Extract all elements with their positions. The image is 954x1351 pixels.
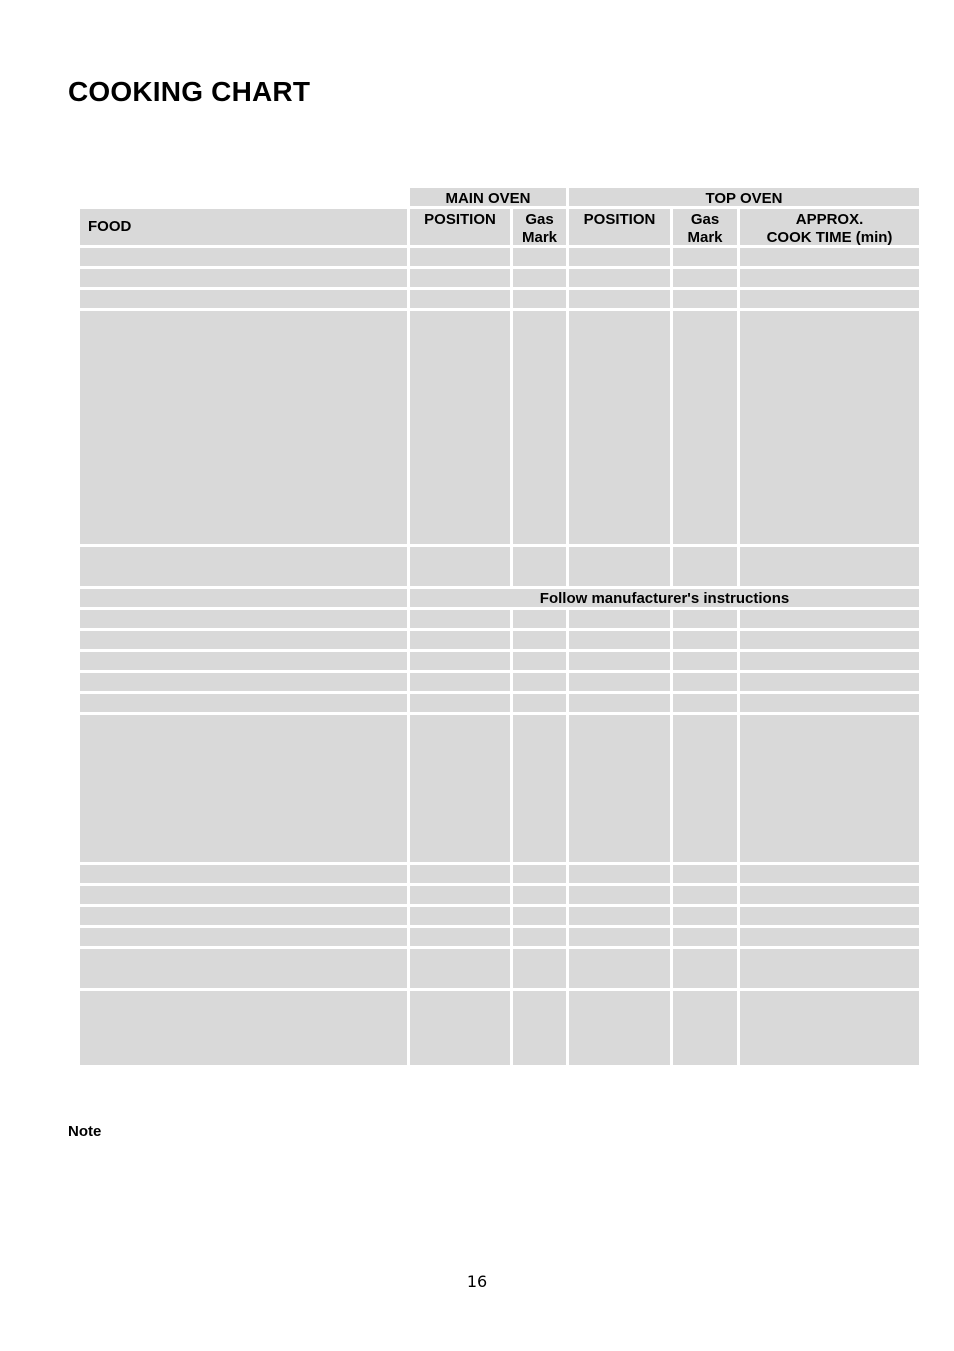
header-approx-cook-time: APPROX. COOK TIME (min): [740, 209, 919, 245]
table-cell: [569, 907, 670, 925]
table-cell: [80, 886, 407, 904]
table-cell: [513, 949, 566, 988]
table-cell: [80, 928, 407, 946]
table-cell: [740, 715, 919, 862]
table-cell: [673, 715, 737, 862]
table-cell: [410, 865, 510, 883]
table-cell: [80, 949, 407, 988]
table-cell: [80, 290, 407, 308]
table-cell: [740, 547, 919, 586]
table-cell: [80, 907, 407, 925]
table-cell: [569, 694, 670, 712]
table-cell: [410, 949, 510, 988]
header-top-position: POSITION: [569, 209, 670, 245]
page-number: 16: [466, 1272, 488, 1291]
table-cell: [673, 886, 737, 904]
header-top-gas-mark: Gas Mark: [673, 209, 737, 245]
table-cell: [569, 652, 670, 670]
note-label: Note: [68, 1123, 102, 1140]
table-cell: [740, 886, 919, 904]
table-cell: [80, 631, 407, 649]
table-cell: [673, 311, 737, 544]
header-main-gas-mark: Gas Mark: [513, 209, 566, 245]
table-cell: [569, 886, 670, 904]
table-cell: [673, 610, 737, 628]
table-cell: [740, 694, 919, 712]
header-food: FOOD: [80, 209, 407, 245]
table-cell: [410, 248, 510, 266]
table-cell: [673, 865, 737, 883]
table-cell: [80, 694, 407, 712]
table-cell: [513, 673, 566, 691]
table-cell: [740, 949, 919, 988]
table-cell: [569, 949, 670, 988]
table-cell: [80, 610, 407, 628]
table-cell: [410, 547, 510, 586]
table-cell: [740, 631, 919, 649]
table-cell: [513, 652, 566, 670]
table-cell: [673, 652, 737, 670]
table-cell: [673, 631, 737, 649]
table-cell: [513, 290, 566, 308]
table-cell: [410, 928, 510, 946]
table-cell: [740, 907, 919, 925]
table-cell: [80, 652, 407, 670]
table-cell: [513, 715, 566, 862]
table-cell: [569, 673, 670, 691]
table-cell: [513, 269, 566, 287]
table-cell: [410, 311, 510, 544]
table-cell: [673, 949, 737, 988]
table-cell: [569, 269, 670, 287]
table-cell: [673, 547, 737, 586]
table-cell: [80, 547, 407, 586]
table-cell: [673, 907, 737, 925]
table-cell: [80, 248, 407, 266]
table-cell: [513, 991, 566, 1065]
table-cell: [740, 248, 919, 266]
table-cell: [80, 715, 407, 862]
table-cell: [80, 673, 407, 691]
table-cell: [569, 865, 670, 883]
table-cell: [740, 652, 919, 670]
table-cell: [410, 886, 510, 904]
table-cell: [513, 610, 566, 628]
table-cell: [80, 589, 407, 607]
table-cell: [80, 269, 407, 287]
table-cell: [569, 248, 670, 266]
table-cell: [513, 865, 566, 883]
table-cell: [569, 290, 670, 308]
table-cell: [673, 248, 737, 266]
table-cell: [569, 311, 670, 544]
table-cell: [673, 928, 737, 946]
page-title: COOKING CHART: [68, 76, 311, 107]
table-cell: [569, 610, 670, 628]
table-cell: [513, 311, 566, 544]
table-cell: [673, 991, 737, 1065]
table-cell: [513, 631, 566, 649]
table-cell: [569, 928, 670, 946]
table-cell: [569, 991, 670, 1065]
table-cell: [673, 269, 737, 287]
table-cell: [80, 311, 407, 544]
table-cell: [740, 290, 919, 308]
span-note-cell: Follow manufacturer's instructions: [410, 589, 919, 607]
table-cell: [740, 991, 919, 1065]
table-cell: [80, 865, 407, 883]
table-cell: [569, 715, 670, 862]
table-cell: [513, 886, 566, 904]
table-cell: [569, 547, 670, 586]
table-cell: [410, 652, 510, 670]
table-cell: [673, 694, 737, 712]
table-cell: [513, 928, 566, 946]
table-cell: [513, 694, 566, 712]
table-cell: [80, 991, 407, 1065]
table-cell: [569, 631, 670, 649]
table-cell: [740, 311, 919, 544]
table-cell: [410, 715, 510, 862]
table-cell: [410, 610, 510, 628]
table-cell: [410, 631, 510, 649]
table-cell: [740, 269, 919, 287]
table-cell: [740, 928, 919, 946]
header-main-position: POSITION: [410, 209, 510, 245]
table-cell: [513, 248, 566, 266]
table-cell: [740, 865, 919, 883]
table-cell: [410, 907, 510, 925]
table-cell: [673, 290, 737, 308]
table-cell: [513, 547, 566, 586]
table-cell: [410, 290, 510, 308]
header-main-oven: MAIN OVEN: [410, 188, 566, 206]
header-top-oven: TOP OVEN: [569, 188, 919, 206]
table-cell: [740, 610, 919, 628]
table-cell: [410, 269, 510, 287]
table-cell: [673, 673, 737, 691]
table-cell: [410, 991, 510, 1065]
table-cell: [410, 673, 510, 691]
table-cell: [513, 907, 566, 925]
table-cell: [410, 694, 510, 712]
table-cell: [740, 673, 919, 691]
